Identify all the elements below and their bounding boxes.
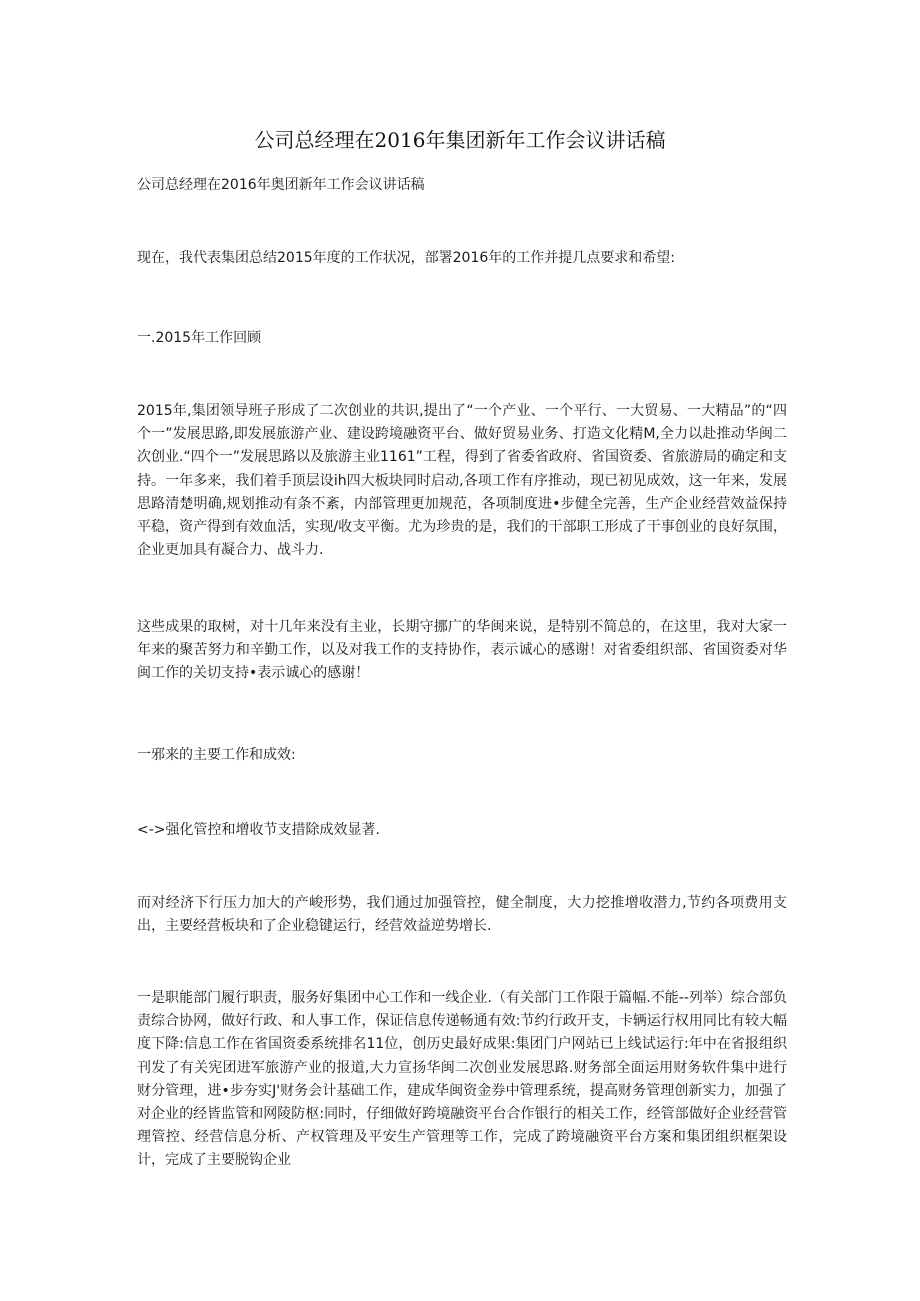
paragraph-thanks: 这些成果的取树，对十几年来没有主业，长期守挪广的华闽来说，是特别不简总的，在这里，我对大家一年来的聚苦努力和辛勤工作，以及对我工作的支持协作，表示诚心的感谢！对省委组织部、省国资委对华闽工作的关切支持•表示诚心的感谢！ [137, 619, 787, 682]
section-heading-review: 一.2015年工作回顾 [137, 330, 262, 346]
paragraph-control: 而对经济下行压力加大的产峻形势，我们通过加强管控，健全制度，大力挖推增收潜力,节约各项费用支出，主要经营板块和了企业稳键运行，经营效益逆势增长. [137, 895, 787, 935]
paragraph-intro: 现在，我代表集团总结2015年度的工作状况，部署2016年的工作并提几点要求和希望: [137, 250, 675, 266]
paragraph-departments: 一是职能部门履行职责，服务好集团中心工作和一线企业.（有关部门工作限于篇幅.不能--列举）综合部负责综合协网，做好行政、和人事工作，保证信息传递畅通有效:节约行政开支，卡辆运行权用同比有较大幅度下降:信息工作在省国资委系统排名11位，创历史最好成果:集团门户网站已上线试运行:年中在省报组织刊发了有关宪团进军旅游产业的报道,大力宣扬华闽二次创业发展思路.财务部全面运用财务软件集中进行财分管理，进•步夯实J'财务会计基础工作，建成华闽资金券中管理系统，提高财务管理创新实力，加强了对企业的经皆监管和网陵防枢:同时，仔细做好跨境融资平台合作银行的相关工作，经管部做好企业经营管理管控、经营信息分析、产权管理及平安生产管理等工作，完成了跨境融资平台方案和集团组织框架设计，完成了主要脱钩企业 [137, 990, 787, 1169]
document-subtitle: 公司总经理在2016年奥团新年工作会议讲话稿 [137, 177, 425, 193]
subsection-heading-control: <->强化管控和增收节支措除成效显著. [137, 822, 380, 838]
section-heading-main-work: 一邪来的主要工作和成效: [137, 747, 296, 763]
paragraph-review-summary: 2015年,集团领导班子形成了二次创业的共识,提出了“一个产业、一个平行、一大贸易、一大精品”的“四个一”发展思路,即发展旅游产业、建设跨境融资平台、做好贸易业务、打造文化精M,全力以赴推动华闽二次创业.“四个一”发展思路以及旅游主业1161”工程，得到了省委省政府、省国资委、省旅游局的确定和支持。一年多来，我们着手顶层设ih四大板块同时启动,各项工作有序推动，现已初见成效，这一年来，发展思路清楚明确,规划推动有条不紊，内部管理更加规范，各项制度进•步健全完善，生产企业经营效益保持平稳，资产得到有效血活，实现/收支平衡。尤为珍贵的是，我们的干部职工形成了干事创业的良好氛围，企业更加具有凝合力、战斗力. [137, 403, 787, 559]
document-title: 公司总经理在2016年集团新年工作会议讲话稿 [254, 128, 666, 152]
